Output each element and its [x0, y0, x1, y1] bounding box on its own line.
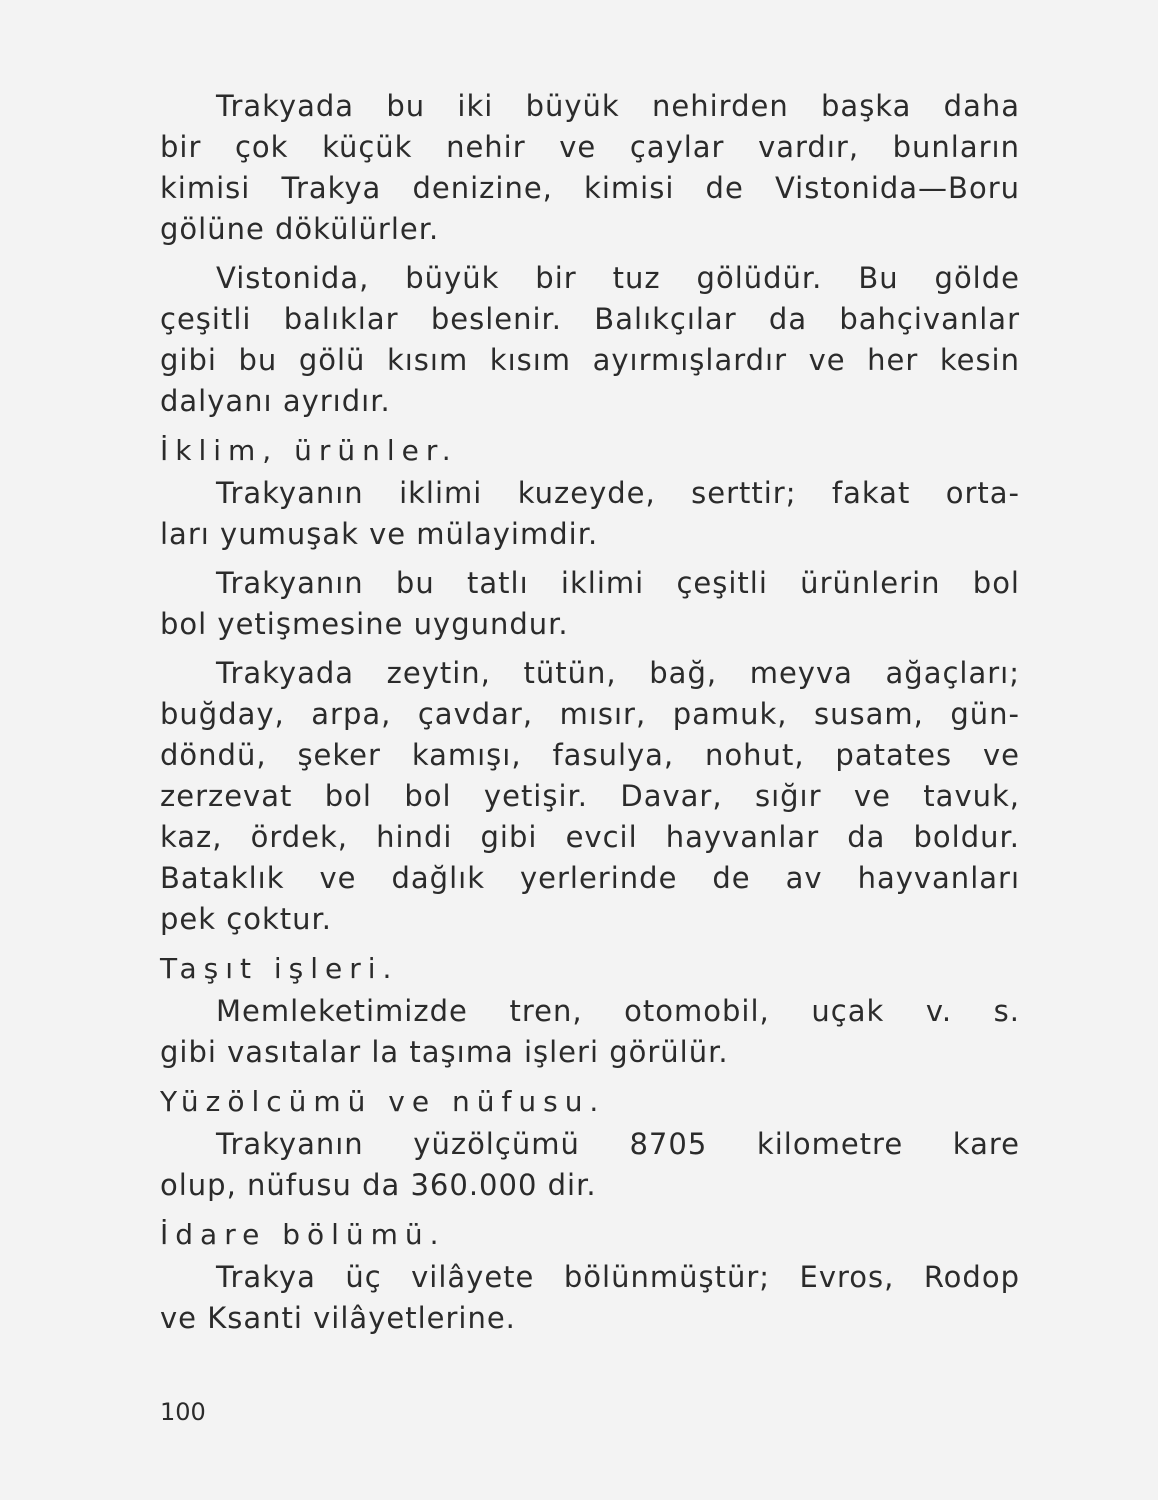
text-line: gölüne dökülürler. [160, 212, 440, 246]
text-line: kimisi Trakya denizine, kimisi de Vistonida—Boru [160, 171, 1020, 205]
section-heading-area: Yüzölcümü ve nüfusu. [160, 1085, 606, 1118]
paragraph-transport [160, 991, 1020, 1073]
text-line: bir çok küçük nehir ve çaylar vardır, bunların [160, 130, 1020, 164]
text-line: gibi bu gölü kısım kısım ayırmışlardır ve her kesin [160, 343, 1020, 377]
paragraph-area [160, 1124, 1020, 1206]
text-line: Vistonida, büyük bir tuz gölüdür. Bu gölde [216, 261, 1020, 295]
text-line: ları yumuşak ve mülayimdir. [160, 517, 599, 551]
text-line: dalyanı ayrıdır. [160, 384, 391, 418]
text-line: buğday, arpa, çavdar, mısır, pamuk, susam, gün- [160, 697, 1020, 731]
section-heading-admin: İdare bölümü. [160, 1218, 446, 1251]
paragraph-climate [160, 473, 1020, 555]
text-line: döndü, şeker kamışı, fasulya, nohut, patates ve [160, 738, 1020, 772]
text-line: Trakyanın yüzölçümü 8705 kilometre kare [216, 1127, 1020, 1161]
text-line: ve Ksanti vilâyetlerine. [160, 1301, 516, 1335]
text-line: kaz, ördek, hindi gibi evcil hayvanlar da boldur. [160, 820, 1020, 854]
paragraph-admin [160, 1257, 1020, 1339]
text-line: Trakyada zeytin, tütün, bağ, meyva ağaçları; [216, 656, 1020, 690]
page-number: 100 [160, 1398, 206, 1426]
text-line: Trakyanın bu tatlı iklimi çeşitli ürünlerin bol [216, 566, 1020, 600]
paragraph-products-intro [160, 563, 1020, 645]
paragraph-products [160, 653, 1020, 940]
text-line: pek çoktur. [160, 902, 332, 936]
text-line: bol yetişmesine uygundur. [160, 607, 569, 641]
text-line: Trakyada bu iki büyük nehirden başka daha [216, 89, 1020, 123]
text-line: Memleketimizde tren, otomobil, uçak v. s. [216, 994, 1020, 1028]
document-page [160, 78, 1020, 1339]
paragraph-rivers [160, 86, 1020, 250]
section-heading-climate: İklim, ürünler. [160, 434, 458, 467]
text-line: gibi vasıtalar la taşıma işleri görülür. [160, 1035, 729, 1069]
text-line: olup, nüfusu da 360.000 dir. [160, 1168, 597, 1202]
text-line: çeşitli balıklar beslenir. Balıkçılar da bahçivanlar [160, 302, 1020, 336]
text-line: Trakyanın iklimi kuzeyde, serttir; fakat orta- [216, 476, 1020, 510]
paragraph-vistonida [160, 258, 1020, 422]
text-line: Trakya üç vilâyete bölünmüştür; Evros, Rodop [216, 1260, 1020, 1294]
text-line: zerzevat bol bol yetişir. Davar, sığır ve tavuk, [160, 779, 1020, 813]
section-heading-transport: Taşıt işleri. [160, 952, 399, 985]
text-line: Bataklık ve dağlık yerlerinde de av hayvanları [160, 861, 1020, 895]
